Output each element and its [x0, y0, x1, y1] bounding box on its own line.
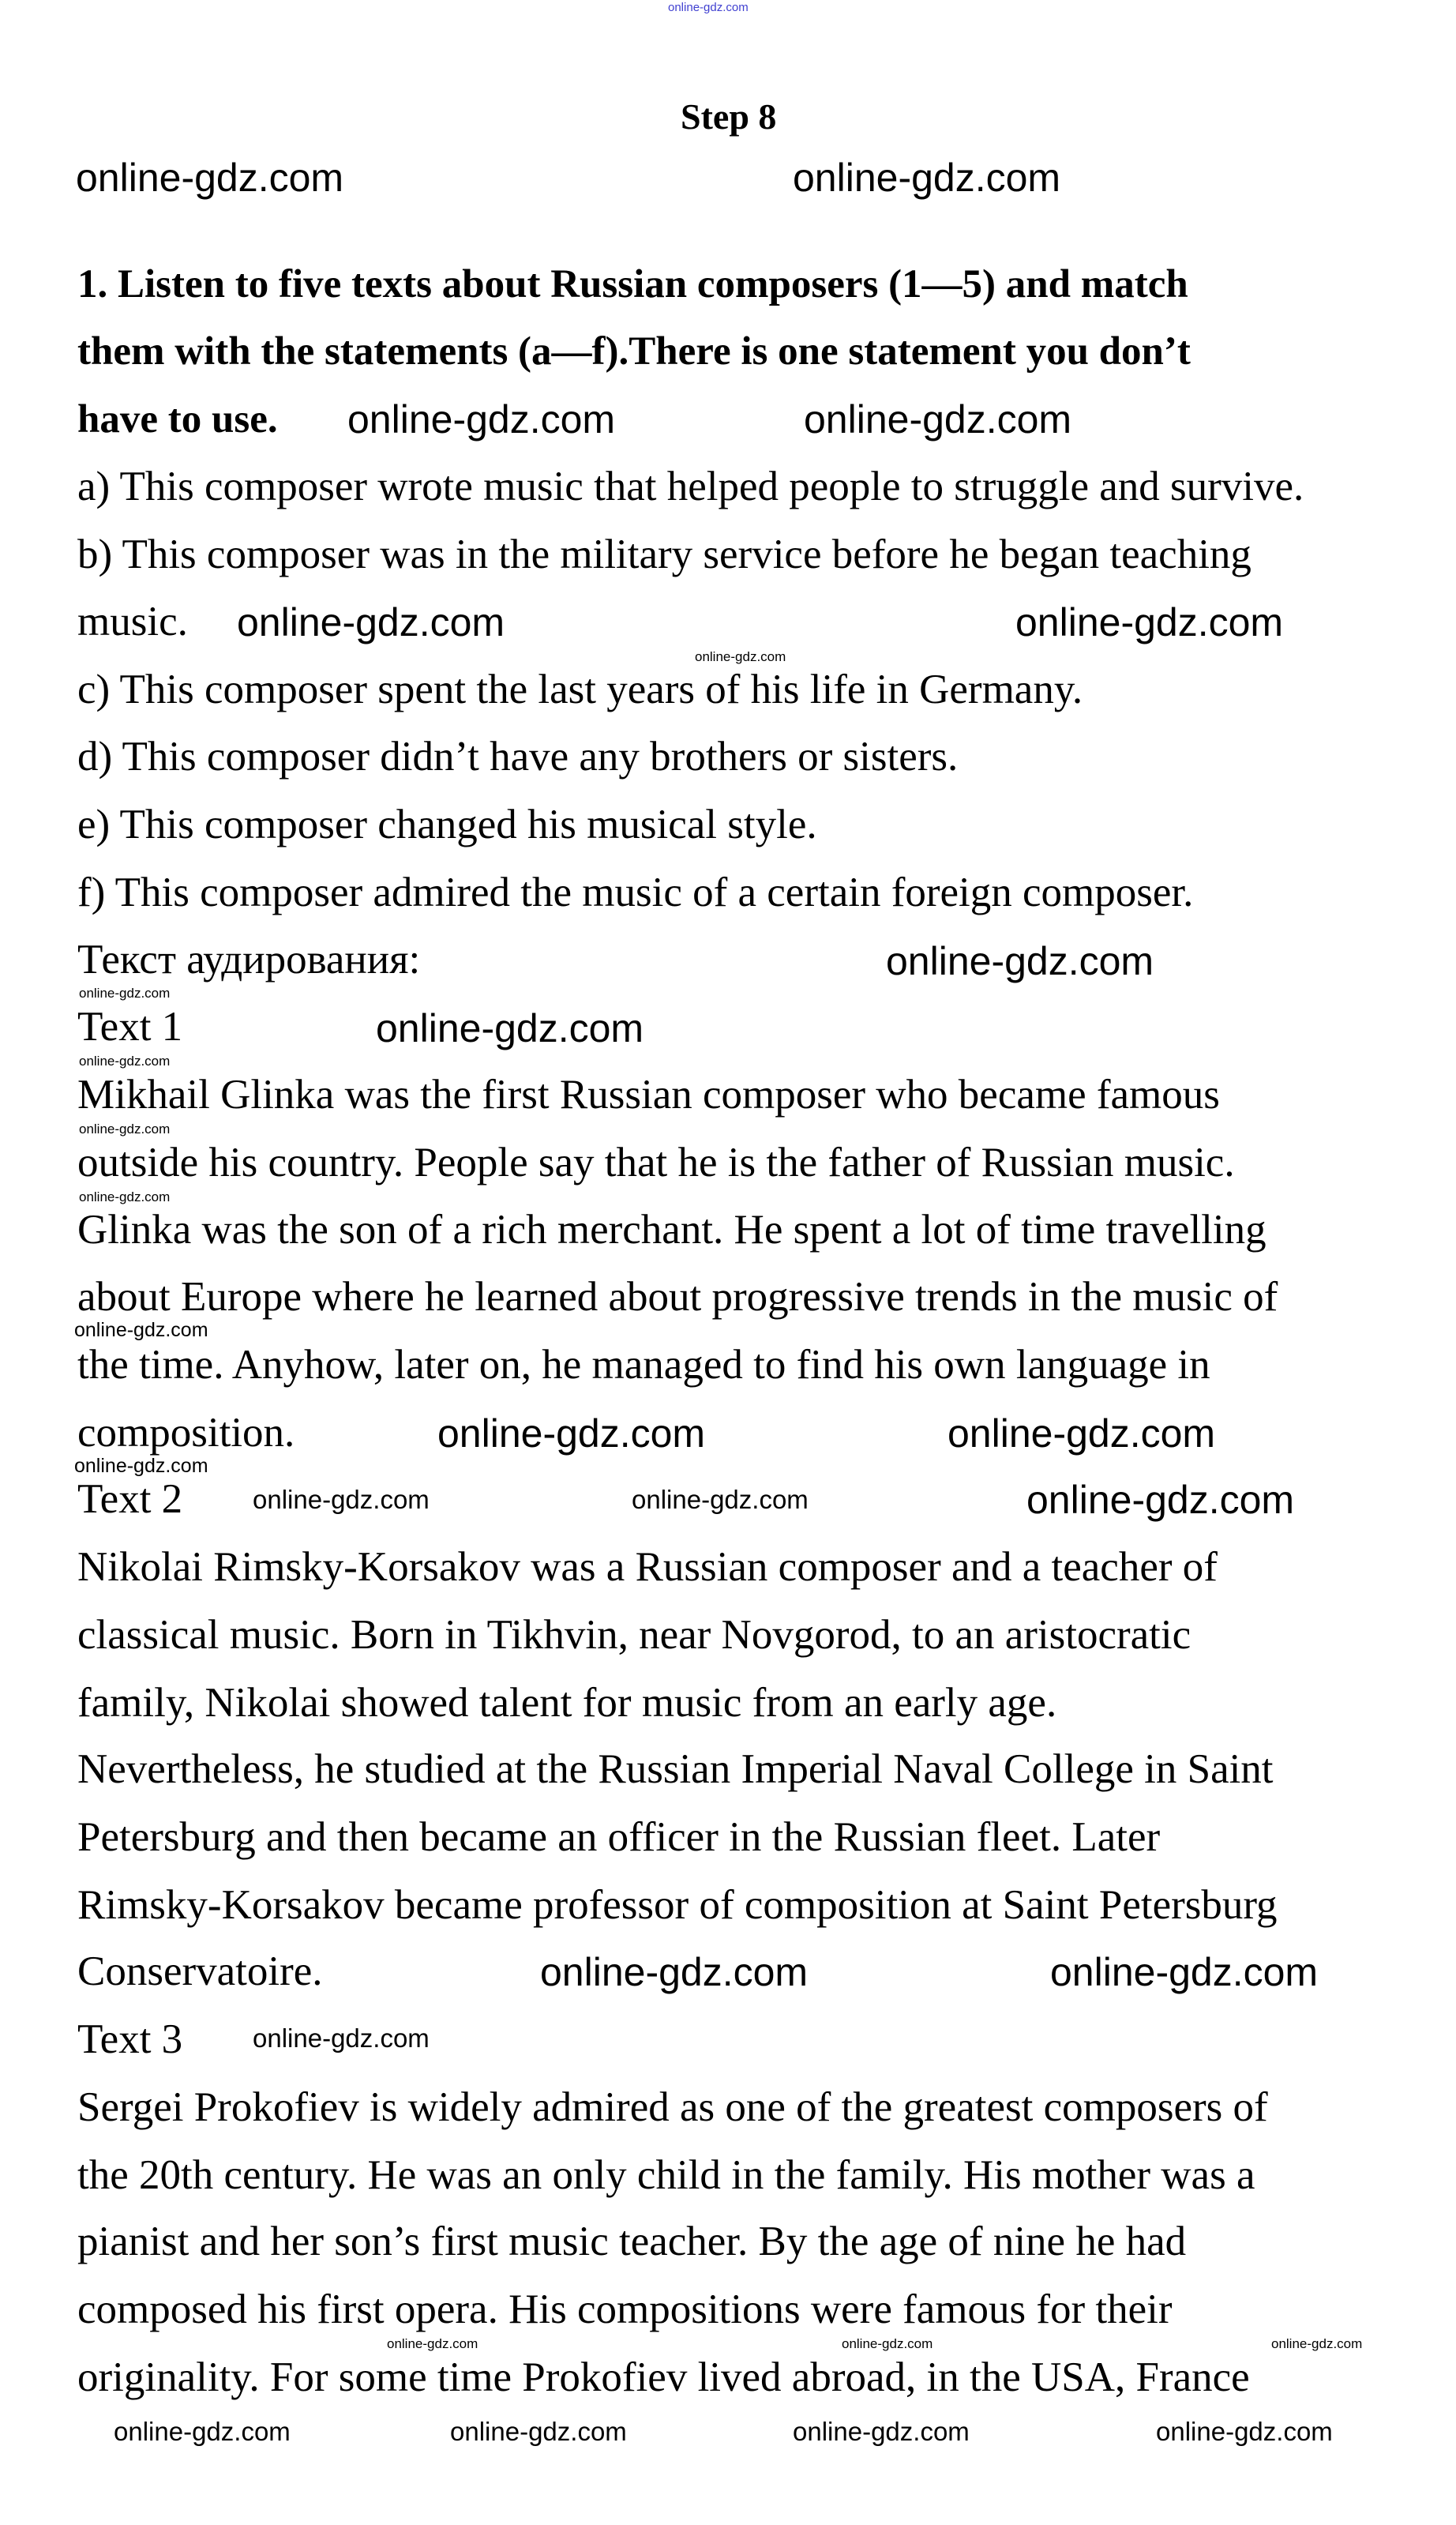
- text-1-line: Mikhail Glinka was the first Russian composer who became famous: [77, 1072, 1220, 1118]
- text-1-line: composition.: [77, 1410, 295, 1456]
- statement-d: d) This composer didn’t have any brothers or sisters.: [77, 734, 959, 780]
- text-2-line: Conservatoire.: [77, 1948, 323, 1994]
- text-3-line: originality. For some time Prokofiev lived abroad, in the USA, France: [77, 2354, 1250, 2400]
- watermark: online-gdz.com: [376, 1006, 644, 1050]
- text-2-label: Text 2: [77, 1476, 183, 1522]
- page-title: Step 8: [681, 96, 777, 137]
- watermark: online-gdz.com: [886, 939, 1154, 983]
- text-1-label: Text 1: [77, 1004, 183, 1050]
- watermark: online-gdz.com: [79, 1122, 171, 1137]
- watermark: online-gdz.com: [842, 2336, 933, 2351]
- watermark: online-gdz.com: [79, 986, 171, 1001]
- task-instruction-line: have to use.: [77, 397, 278, 441]
- watermark: online-gdz.com: [347, 397, 616, 441]
- text-3-label: Text 3: [77, 2016, 183, 2062]
- text-1-line: outside his country. People say that he is the father of Russian music.: [77, 1140, 1235, 1185]
- watermark: online-gdz.com: [793, 2417, 970, 2446]
- statement-e: e) This composer changed his musical style.: [77, 802, 817, 847]
- watermark: online-gdz.com: [793, 156, 1061, 200]
- text-2-line: Petersburg and then became an officer in the Russian fleet. Later: [77, 1814, 1161, 1860]
- watermark: online-gdz.com: [76, 156, 344, 200]
- text-2-line: classical music. Born in Tikhvin, near Novgorod, to an aristocratic: [77, 1612, 1191, 1658]
- watermark: online-gdz.com: [1271, 2336, 1363, 2351]
- watermark: online-gdz.com: [1156, 2417, 1333, 2446]
- watermark: online-gdz.com: [1050, 1950, 1319, 1994]
- statement-b-cont: music.: [77, 599, 188, 644]
- watermark: online-gdz.com: [114, 2417, 291, 2446]
- watermark: online-gdz.com: [74, 1319, 208, 1341]
- watermark: online-gdz.com: [450, 2417, 627, 2446]
- text-2-line: Rimsky-Korsakov became professor of composition at Saint Petersburg: [77, 1882, 1278, 1928]
- watermark: online-gdz.com: [253, 1485, 430, 1514]
- watermark: online-gdz.com: [79, 1054, 171, 1069]
- header-watermark: online-gdz.com: [668, 1, 749, 14]
- watermark: online-gdz.com: [948, 1411, 1216, 1456]
- watermark: online-gdz.com: [540, 1950, 809, 1994]
- watermark: online-gdz.com: [74, 1455, 208, 1477]
- statement-f: f) This composer admired the music of a certain foreign composer.: [77, 870, 1194, 915]
- text-3-line: composed his first opera. His compositions were famous for their: [77, 2286, 1173, 2332]
- text-1-line: the time. Anyhow, later on, he managed to find his own language in: [77, 1342, 1210, 1388]
- text-1-line: Glinka was the son of a rich merchant. He spent a lot of time travelling: [77, 1207, 1266, 1253]
- watermark: online-gdz.com: [1026, 1478, 1295, 1522]
- text-2-line: family, Nikolai showed talent for music from an early age.: [77, 1680, 1057, 1726]
- task-instruction-line: them with the statements (a—f).There is one statement you don’t: [77, 329, 1191, 374]
- watermark: online-gdz.com: [437, 1411, 706, 1456]
- task-instruction-line: 1. Listen to five texts about Russian composers (1—5) and match: [77, 262, 1188, 306]
- watermark: online-gdz.com: [387, 2336, 478, 2351]
- text-3-line: Sergei Prokofiev is widely admired as one of the greatest composers of: [77, 2084, 1268, 2130]
- watermark: online-gdz.com: [695, 649, 786, 664]
- text-3-line: pianist and her son’s first music teacher. By the age of nine he had: [77, 2219, 1187, 2264]
- text-3-line: the 20th century. He was an only child in the family. His mother was a: [77, 2152, 1255, 2198]
- watermark: online-gdz.com: [804, 397, 1072, 441]
- watermark: online-gdz.com: [237, 600, 505, 644]
- text-2-line: Nevertheless, he studied at the Russian Imperial Naval College in Saint: [77, 1746, 1274, 1792]
- watermark: online-gdz.com: [253, 2023, 430, 2053]
- watermark: online-gdz.com: [632, 1485, 809, 1514]
- statement-a: a) This composer wrote music that helped people to struggle and survive.: [77, 464, 1304, 509]
- transcript-label: Текст аудирования:: [77, 937, 421, 983]
- text-2-line: Nikolai Rimsky-Korsakov was a Russian composer and a teacher of: [77, 1544, 1218, 1590]
- statement-c: c) This composer spent the last years of his life in Germany.: [77, 667, 1083, 712]
- watermark: online-gdz.com: [1015, 600, 1284, 644]
- text-1-line: about Europe where he learned about progressive trends in the music of: [77, 1274, 1278, 1320]
- watermark: online-gdz.com: [79, 1189, 171, 1204]
- statement-b: b) This composer was in the military service before he began teaching: [77, 532, 1251, 577]
